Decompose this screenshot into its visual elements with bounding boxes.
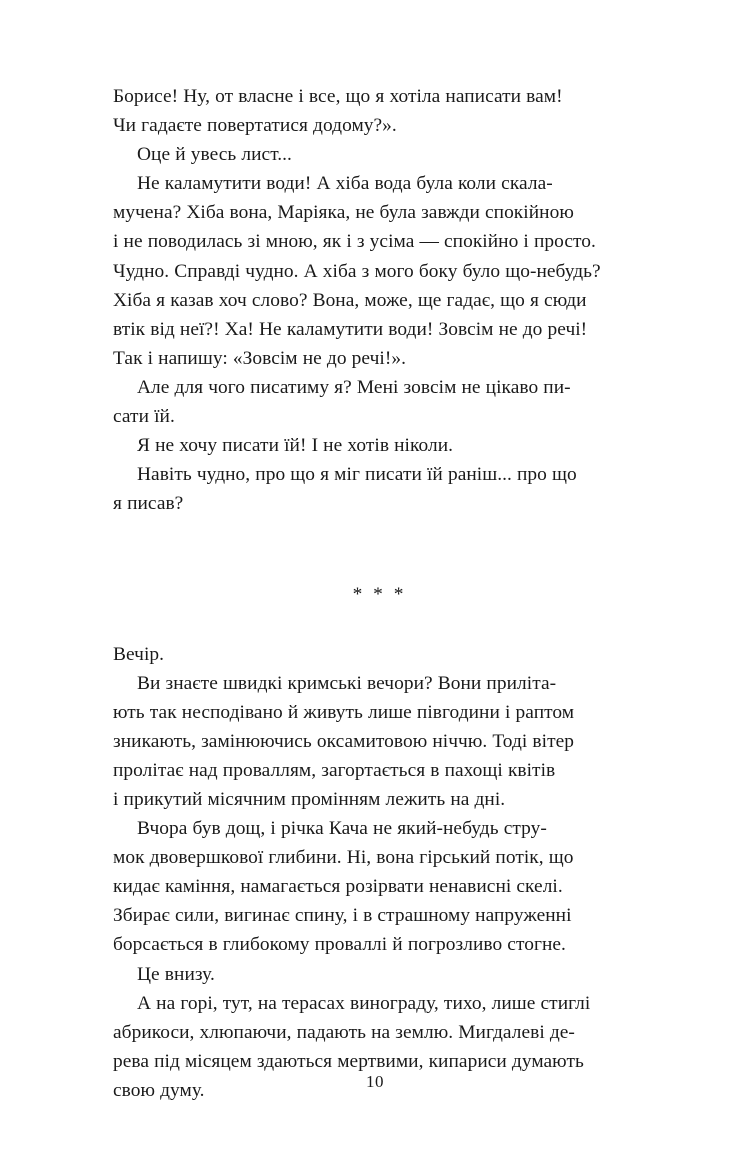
text-line: Навіть чудно, про що я міг писати їй раніш... про що <box>137 464 577 486</box>
text-line: Чудно. Справді чудно. А хіба з мого боку було що-небудь? <box>113 260 601 282</box>
text-line: Так і напишу: «Зовсім не до речі!». <box>113 347 406 369</box>
text-line: борсається в глибокому проваллі й погрозливо стогне. <box>113 934 566 956</box>
text-line: А на горі, тут, на терасах винограду, тихо, лише стиглі <box>137 992 591 1014</box>
paragraph-letter-ending <box>113 82 646 140</box>
text-line: втік від неї?! Ха! Не каламутити води! Зовсім не до речі! <box>113 318 588 340</box>
text-line: я писав? <box>113 493 184 515</box>
page-text-block <box>113 82 646 1105</box>
paragraph-river-kacha <box>113 814 646 959</box>
divider-spacer-top <box>113 518 646 580</box>
text-line: свою думу. <box>113 1079 205 1101</box>
paragraph-muddy-water <box>113 169 646 373</box>
text-line: рева під місяцем здаються мертвими, кипариси думають <box>113 1050 584 1072</box>
text-line: Оце й увесь лист... <box>137 144 292 166</box>
text-line: Але для чого писатиму я? Мені зовсім не цікаво пи- <box>137 376 571 398</box>
text-line: і прикутий місячним промінням лежить на дні. <box>113 788 506 810</box>
section-divider-asterisks: * * * <box>352 584 407 606</box>
text-line: кидає каміння, намагається розірвати ненависні скелі. <box>113 876 563 898</box>
text-line: Не каламутити води! А хіба вода була коли скала- <box>137 173 553 195</box>
text-line: Я не хочу писати їй! І не хотів ніколи. <box>137 435 454 457</box>
text-line: Це внизу. <box>137 963 215 985</box>
divider-spacer-bottom <box>113 610 646 640</box>
text-line: мок двовершкової глибини. Ні, вона гірський потік, що <box>113 847 574 869</box>
text-line: сати їй. <box>113 406 175 428</box>
text-line: Борисе! Ну, от власне і все, що я хотіла написати вам! <box>113 86 563 107</box>
text-line: Чи гадаєте повертатися додому?». <box>113 115 397 137</box>
paragraph-this-below <box>113 960 646 989</box>
text-line: Вчора був дощ, і річка Кача не який-небудь стру- <box>137 818 547 840</box>
paragraph-evening <box>113 640 646 669</box>
paragraph-strange-what <box>113 460 646 518</box>
paragraph-dont-want <box>113 431 646 460</box>
text-line: абрикоси, хлюпаючи, падають на землю. Мигдалеві де- <box>113 1021 575 1043</box>
paragraph-whole-letter <box>113 140 646 169</box>
paragraph-why-write <box>113 373 646 431</box>
text-line: зникають, замінюючись оксамитовою ніччю. Тоді вітер <box>113 730 574 752</box>
page-number: 10 <box>366 1072 384 1091</box>
text-line: пролітає над проваллям, загортається в пахощі квітів <box>113 759 556 781</box>
text-line: мучена? Хіба вона, Маріяка, не була завжди спокійною <box>113 202 574 224</box>
text-line: Ви знаєте швидкі кримські вечори? Вони приліта- <box>137 672 557 694</box>
text-line: Хіба я казав хоч слово? Вона, може, ще гадає, що я сюди <box>113 289 587 311</box>
text-line: ють так несподівано й живуть лише півгодини і раптом <box>113 701 575 723</box>
text-line: Вечір. <box>113 643 165 665</box>
text-line: і не поводилась зі мною, як і з усіма — спокійно і просто. <box>113 231 596 253</box>
text-line: Збирає сили, вигинає спину, і в страшному напруженні <box>113 905 572 927</box>
paragraph-crimean-evenings <box>113 669 646 814</box>
